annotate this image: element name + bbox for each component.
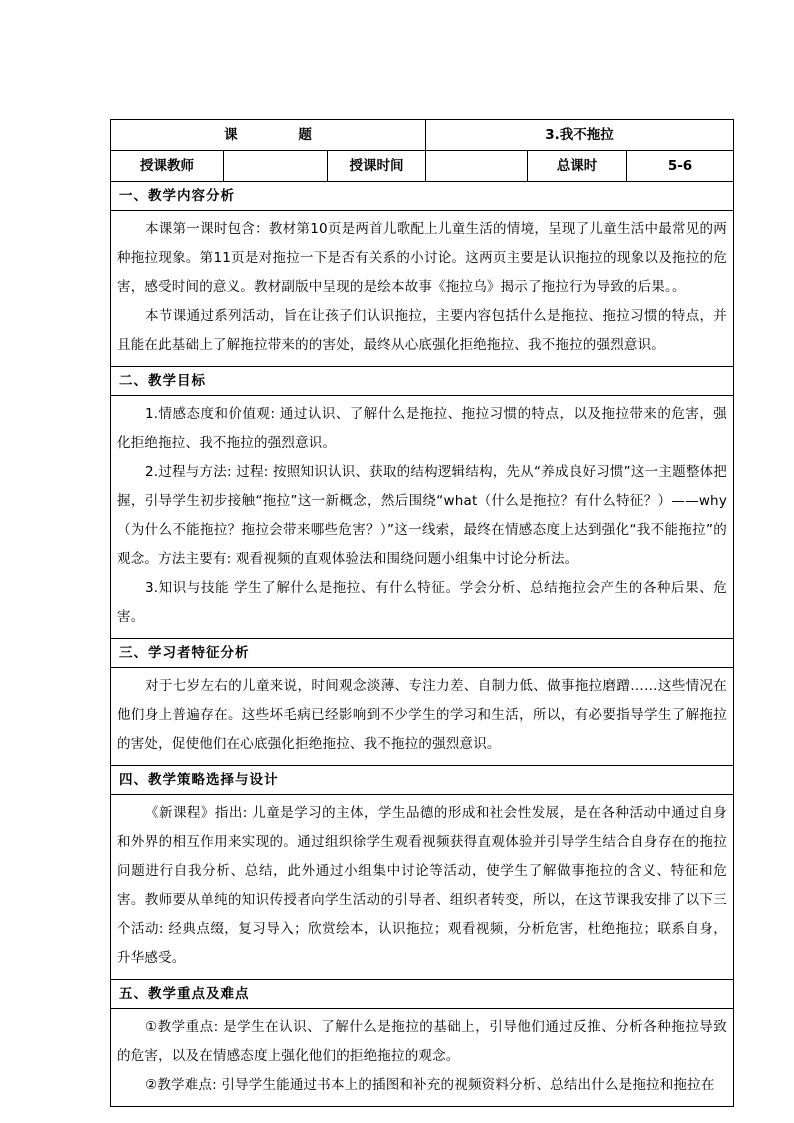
- teacher-label: 授课教师: [111, 151, 224, 182]
- paragraph: 1.情感态度和价值观: 通过认识、了解什么是拖拉、拖拉习惯的特点，以及拖拉带来的危害，强化拒绝拖拉、我不拖拉的强烈意识。: [117, 406, 728, 451]
- info-row: [111, 151, 734, 182]
- section-body: [111, 396, 734, 639]
- time-value: [426, 151, 528, 182]
- topic-label: 课 题: [111, 120, 426, 151]
- paragraph: 3.知识与技能 学生了解什么是拖拉、有什么特征。学会分析、总结拖拉会产生的各种后果、危害。: [117, 580, 728, 625]
- paragraph: 对于七岁左右的儿童来说，时间观念淡薄、专注力差、自制力低、做事拖拉磨蹭……这些情况在他们身上普遍存在。这些坏毛病已经影响到不少学生的学习和生活，所以，有必要指导学生了解拖拉的害处，促使他们在心底强化拒绝拖拉、我不拖拉的强烈意识。: [117, 678, 728, 752]
- time-label: 授课时间: [328, 151, 426, 182]
- paragraph: 《新课程》指出: 儿童是学习的主体，学生品德的形成和社会性发展，是在各种活动中通过自身和外界的相互作用来实现的。通过组织徐学生观看视频获得直观体验并引导学生结合自身存在的拖拉问题进行自我分析、总结，此外通过小组集中讨论等活动，使学生了解做事拖拉的含义、特征和危害。教师要从单纯的知识传授者向学生活动的引导者、组织者转变，所以，在这节课我安排了以下三个活动: 经典点缀，复习导入；欣赏绘本，认识拖拉；观看视频，分析危害，杜绝拖拉；联系自身，升华感受。: [117, 805, 728, 966]
- paragraph: 本节课通过系列活动，旨在让孩子们认识拖拉，主要内容包括什么是拖拉、拖拉习惯的特点，并且能在此基础上了解拖拉带来的的害处，最终从心底强化拒绝拖拉、我不拖拉的强烈意识。: [117, 308, 728, 353]
- section-title: 五、教学重点及难点: [111, 980, 734, 1009]
- section-title: 二、教学目标: [111, 367, 734, 396]
- paragraph: 本课第一课时包含：教材第10页是两首儿歌配上儿童生活的情境，呈现了儿童生活中最常见的两种拖拉现象。第11页是对拖拉一下是否有关系的小讨论。这两页主要是认识拖拉的现象以及拖拉的危害，感受时间的意义。教材副版中呈现的是绘本故事《拖拉乌》揭示了拖拉行为导致的后果。。: [117, 221, 728, 295]
- paragraph: ①教学重点: 是学生在认识、了解什么是拖拉的基础上，引导他们通过反推、分析各种拖拉导致的危害，以及在情感态度上强化他们的拒绝拖拉的观念。: [117, 1019, 728, 1064]
- section-body: [111, 211, 734, 367]
- lesson-plan-table: [110, 119, 734, 1107]
- section-title: 一、教学内容分析: [111, 182, 734, 211]
- section-title: 三、学习者特征分析: [111, 639, 734, 668]
- topic-row: [111, 120, 734, 151]
- teacher-value: [224, 151, 328, 182]
- topic-value: 3.我不拖拉: [426, 120, 734, 151]
- section-body: [111, 668, 734, 766]
- section-body: [111, 795, 734, 980]
- section-title: 四、教学策略选择与设计: [111, 766, 734, 795]
- total-label: 总课时: [528, 151, 627, 182]
- total-value: 5-6: [627, 151, 734, 182]
- section-body: [111, 1009, 734, 1107]
- paragraph: ②教学难点: 引导学生能通过书本上的插图和补充的视频资料分析、总结出什么是拖拉和拖拉在: [145, 1077, 715, 1093]
- paragraph: 2.过程与方法: 过程: 按照知识认识、获取的结构逻辑结构，先从“养成良好习惯”这一主题整体把握，引导学生初步接触“拖拉”这一新概念，然后围绕“what（什么是拖拉？有什么特征？）——why（为什么不能拖拉？拖拉会带来哪些危害？）”这一线索，最终在情感态度上达到强化“我不能拖拉”的观念。方法主要有: 观看视频的直观体验法和围绕问题小组集中讨论分析法。: [117, 464, 728, 567]
